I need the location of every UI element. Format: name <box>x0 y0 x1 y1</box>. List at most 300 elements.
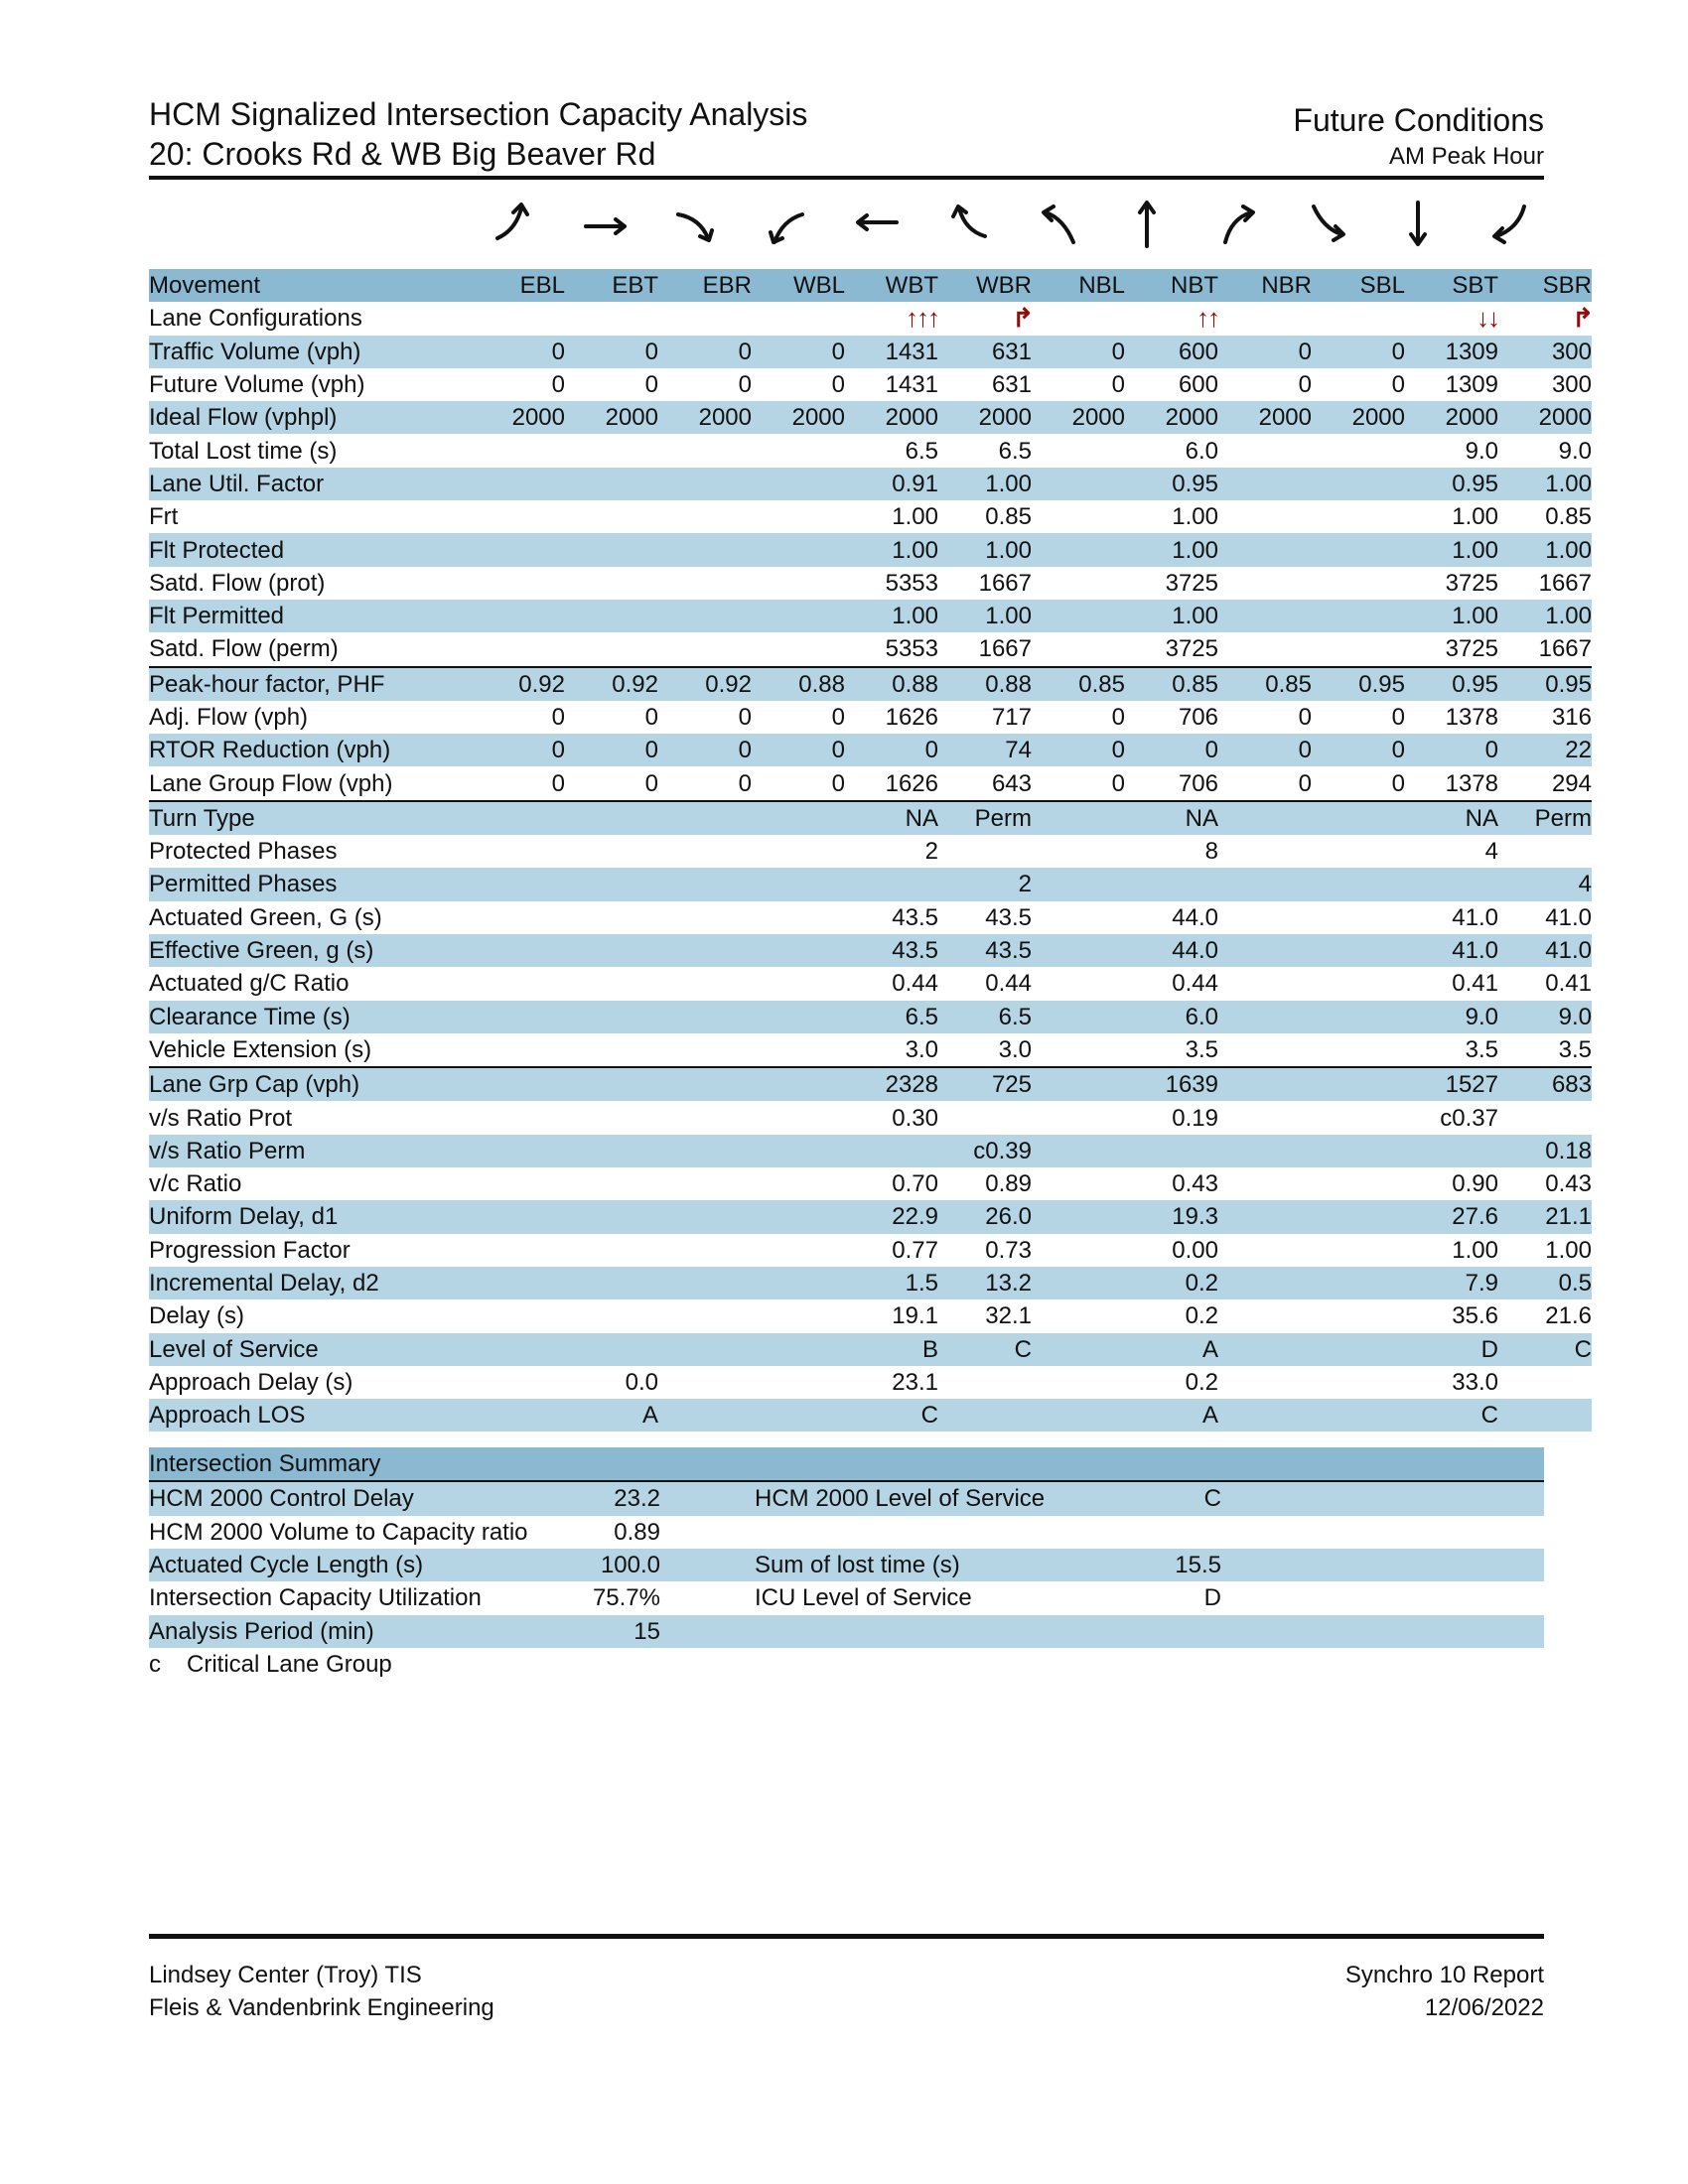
summary-value-2 <box>1152 1615 1221 1648</box>
table-cell <box>1218 801 1312 835</box>
table-cell <box>845 1135 938 1167</box>
table-cell: c0.39 <box>938 1135 1032 1167</box>
table-cell <box>1032 567 1125 600</box>
table-cell <box>752 1033 845 1067</box>
future-volume-vph-row <box>149 368 1592 401</box>
table-cell <box>1218 901 1312 934</box>
table-cell <box>658 868 752 900</box>
table-cell <box>1312 1033 1405 1067</box>
nbr-arrow-icon <box>1183 193 1273 257</box>
table-cell: 0 <box>1032 734 1125 766</box>
table-cell <box>1312 1267 1405 1299</box>
table-cell <box>472 632 565 666</box>
table-cell <box>472 967 565 1000</box>
row-label: Uniform Delay, d1 <box>149 1200 472 1233</box>
table-cell: 0 <box>565 336 658 368</box>
table-cell <box>1218 1033 1312 1067</box>
lane-config-cell <box>565 302 658 335</box>
table-cell <box>752 533 845 566</box>
table-cell <box>1312 468 1405 500</box>
table-cell <box>752 868 845 900</box>
table-cell: 1.00 <box>1125 533 1218 566</box>
table-cell: A <box>1125 1333 1218 1366</box>
table-cell <box>752 1299 845 1332</box>
table-cell <box>1312 901 1405 934</box>
table-cell <box>1218 500 1312 533</box>
critical-note <box>149 1648 1544 1681</box>
row-label: Incremental Delay, d2 <box>149 1267 472 1299</box>
table-cell <box>658 1234 752 1267</box>
table-cell: C <box>1405 1399 1498 1432</box>
table-cell: 0.95 <box>1405 468 1498 500</box>
table-cell: 27.6 <box>1405 1200 1498 1233</box>
ebr-arrow-icon <box>641 193 732 257</box>
table-cell: 2000 <box>1312 401 1405 434</box>
table-cell: 0.2 <box>1185 1368 1218 1396</box>
table-cell <box>472 1067 565 1101</box>
summary-label: Intersection Capacity Utilization <box>149 1584 482 1612</box>
uniform-delay-d1-row <box>149 1200 1592 1233</box>
table-cell <box>658 1101 752 1134</box>
summary-row <box>149 1549 1544 1581</box>
actuated-g-c-ratio-row <box>149 967 1592 1000</box>
table-cell <box>1032 1067 1125 1101</box>
table-cell: 3.5 <box>1185 1035 1218 1063</box>
table-cell <box>658 1167 752 1200</box>
table-cell <box>472 567 565 600</box>
table-cell <box>565 1067 658 1101</box>
table-cell <box>1218 1299 1312 1332</box>
table-cell: 0.77 <box>892 1236 938 1264</box>
report-footer <box>149 1934 1544 2024</box>
table-cell <box>938 1101 1032 1134</box>
table-cell: NA <box>845 801 938 835</box>
table-cell <box>1218 1333 1312 1366</box>
table-cell: 0 <box>1312 734 1405 766</box>
table-cell <box>1218 600 1312 632</box>
lane-group-flow-vph-row <box>149 766 1592 800</box>
row-label: Actuated g/C Ratio <box>149 970 350 998</box>
table-cell: 2000 <box>658 401 752 434</box>
table-cell: 43.5 <box>845 934 938 967</box>
table-cell <box>565 1101 658 1134</box>
table-cell <box>658 600 752 632</box>
table-cell <box>565 868 658 900</box>
table-cell: 19.3 <box>1125 1200 1218 1233</box>
effective-green-g-s-row <box>149 934 1592 967</box>
table-cell: 0.30 <box>892 1104 938 1132</box>
summary-row <box>149 1482 1544 1515</box>
table-cell <box>1218 1135 1312 1167</box>
table-cell: 0 <box>1298 371 1312 399</box>
table-cell <box>1032 1033 1125 1067</box>
table-cell: C <box>938 1333 1032 1366</box>
table-cell: 5353 <box>885 569 938 597</box>
table-cell: 0 <box>1111 704 1125 731</box>
table-cell: Perm <box>1498 801 1592 835</box>
table-cell: NA <box>1125 801 1218 835</box>
row-label: v/s Ratio Perm <box>149 1135 472 1167</box>
table-cell <box>472 835 565 868</box>
table-cell: 6.5 <box>845 1001 938 1033</box>
table-cell <box>1218 567 1312 600</box>
table-cell: 6.0 <box>1185 437 1218 465</box>
row-label: Traffic Volume (vph) <box>149 336 472 368</box>
table-cell <box>845 868 938 900</box>
table-cell: 0.90 <box>1452 1170 1498 1198</box>
table-cell: 1626 <box>885 769 938 797</box>
lane-config-row <box>149 302 1592 335</box>
table-cell: 1309 <box>1445 371 1498 399</box>
table-cell: 0 <box>551 704 565 731</box>
table-cell: 0.5 <box>1498 1267 1592 1299</box>
table-cell <box>565 1333 658 1366</box>
summary-label: Analysis Period (min) <box>149 1617 374 1645</box>
table-cell <box>472 468 565 500</box>
table-cell <box>1032 1366 1125 1399</box>
table-cell: 0.85 <box>1545 503 1592 531</box>
clearance-time-s-row <box>149 1001 1592 1033</box>
table-cell: 0.44 <box>985 970 1032 998</box>
table-cell: 1.00 <box>1405 533 1498 566</box>
table-cell: 7.9 <box>1405 1267 1498 1299</box>
table-cell <box>1032 1101 1125 1134</box>
table-cell <box>658 1333 752 1366</box>
table-cell <box>472 801 565 835</box>
peak-hour-factor-phf-row <box>149 667 1592 701</box>
summary-label-2 <box>755 1516 1152 1549</box>
table-cell <box>1312 1167 1405 1200</box>
table-cell <box>752 1234 845 1267</box>
table-cell <box>1218 1399 1312 1432</box>
table-cell <box>658 567 752 600</box>
table-cell: 0 <box>1218 336 1312 368</box>
table-cell: EBT <box>565 269 658 302</box>
table-cell <box>472 500 565 533</box>
table-cell <box>1032 468 1125 500</box>
table-cell <box>1312 600 1405 632</box>
table-cell: 0.0 <box>625 1368 658 1396</box>
table-cell <box>1218 468 1312 500</box>
sbl-arrow-icon <box>1273 193 1363 257</box>
sbr-arrow-icon <box>1454 193 1544 257</box>
table-cell: 0.73 <box>985 1236 1032 1264</box>
table-cell: 0 <box>831 371 845 399</box>
table-cell: EBL <box>472 269 565 302</box>
lane-config-cell: ↓↓ <box>1477 303 1498 334</box>
table-cell <box>1312 934 1405 967</box>
permitted-phases-row <box>149 868 1592 900</box>
table-cell <box>658 533 752 566</box>
lane-config-cell <box>472 302 565 335</box>
table-cell: 0.18 <box>1498 1135 1592 1167</box>
table-cell <box>658 434 752 467</box>
summary-label-2: ICU Level of Service <box>755 1584 972 1612</box>
table-cell <box>565 500 658 533</box>
table-cell: WBR <box>938 269 1032 302</box>
wbr-arrow-icon <box>913 193 1003 257</box>
table-cell: 0.19 <box>1172 1104 1218 1132</box>
rtor-reduction-vph-row <box>149 734 1592 766</box>
table-cell: 2000 <box>1218 401 1312 434</box>
table-cell: A <box>1125 1399 1218 1432</box>
table-cell: 1378 <box>1445 704 1498 731</box>
table-cell <box>1312 1200 1405 1233</box>
table-cell: 44.0 <box>1172 903 1218 931</box>
nbt-arrow-icon <box>1093 193 1184 257</box>
table-cell: 13.2 <box>938 1267 1032 1299</box>
row-label: Movement <box>149 269 472 302</box>
table-cell: 22 <box>1498 734 1592 766</box>
table-cell <box>565 967 658 1000</box>
row-label: RTOR Reduction (vph) <box>149 734 472 766</box>
critical-symbol: c <box>149 1650 161 1678</box>
sbt-arrow-icon <box>1363 193 1454 257</box>
row-label: Total Lost time (s) <box>149 437 338 465</box>
table-cell <box>472 1135 565 1167</box>
table-cell: 1431 <box>845 336 938 368</box>
table-cell: 9.0 <box>1465 437 1498 465</box>
vehicle-extension-s-row <box>149 1033 1592 1067</box>
scenario-title: Future Conditions <box>1293 102 1544 138</box>
table-cell <box>658 1135 752 1167</box>
table-cell: 0 <box>1391 371 1405 399</box>
table-cell: 26.0 <box>938 1200 1032 1233</box>
movement-icons-row <box>149 180 1544 269</box>
row-label: Lane Util. Factor <box>149 468 472 500</box>
table-cell: SBT <box>1405 269 1498 302</box>
table-cell <box>565 835 658 868</box>
table-cell <box>1218 1001 1312 1033</box>
table-cell: 0 <box>738 769 752 797</box>
table-cell <box>1032 1267 1125 1299</box>
table-cell <box>752 468 845 500</box>
table-cell: 43.5 <box>892 903 938 931</box>
table-cell: B <box>845 1333 938 1366</box>
table-cell <box>565 600 658 632</box>
table-cell: 4 <box>1498 868 1592 900</box>
table-cell: 0 <box>1298 769 1312 797</box>
table-cell: c0.37 <box>1440 1104 1498 1132</box>
table-cell: 1.00 <box>1125 600 1218 632</box>
table-cell: 43.5 <box>938 934 1032 967</box>
table-cell: 0 <box>644 704 658 731</box>
summary-row <box>149 1516 1544 1549</box>
critical-text: Critical Lane Group <box>187 1650 392 1678</box>
lane-config-cell <box>658 302 752 335</box>
table-cell: 3725 <box>1445 635 1498 663</box>
table-cell <box>565 1234 658 1267</box>
row-label: v/s Ratio Prot <box>149 1104 293 1132</box>
table-cell: 2000 <box>1498 401 1592 434</box>
table-cell <box>1218 632 1312 666</box>
row-label: Delay (s) <box>149 1302 245 1330</box>
table-cell <box>472 934 565 967</box>
table-cell: 725 <box>938 1067 1032 1101</box>
table-cell <box>1312 801 1405 835</box>
table-cell <box>472 1399 565 1432</box>
table-cell <box>565 1299 658 1332</box>
table-cell <box>1032 801 1125 835</box>
table-cell: 0 <box>738 704 752 731</box>
firm-name: Fleis & Vandenbrink Engineering <box>149 1994 494 2021</box>
table-cell: 717 <box>991 704 1032 731</box>
table-cell <box>1032 835 1125 868</box>
table-cell: 1.00 <box>938 533 1032 566</box>
table-cell: NBL <box>1032 269 1125 302</box>
table-cell <box>1498 1399 1592 1432</box>
v-s-ratio-prot-row <box>149 1101 1592 1134</box>
table-cell: NBR <box>1218 269 1312 302</box>
protected-phases-row <box>149 835 1592 868</box>
table-cell <box>752 500 845 533</box>
row-label: Adj. Flow (vph) <box>149 704 309 731</box>
table-cell: 0.41 <box>1452 970 1498 998</box>
table-cell: 2000 <box>565 401 658 434</box>
table-cell: 0 <box>738 371 752 399</box>
summary-row <box>149 1581 1544 1614</box>
table-cell: 0 <box>831 769 845 797</box>
table-cell: 6.5 <box>905 437 938 465</box>
table-cell <box>565 533 658 566</box>
table-cell: 0.95 <box>1498 667 1592 701</box>
table-cell: WBT <box>845 269 938 302</box>
table-cell <box>1405 868 1498 900</box>
table-cell <box>658 500 752 533</box>
table-cell <box>1032 1001 1125 1033</box>
table-cell: 1.5 <box>845 1267 938 1299</box>
table-cell <box>1218 835 1312 868</box>
row-label: Vehicle Extension (s) <box>149 1035 372 1063</box>
table-cell: 294 <box>1551 769 1592 797</box>
table-cell <box>472 1167 565 1200</box>
table-cell <box>752 1200 845 1233</box>
delay-s-row <box>149 1299 1592 1332</box>
table-cell: Perm <box>938 801 1032 835</box>
table-cell <box>1218 434 1312 467</box>
lane-config-cell <box>1032 302 1125 335</box>
report-header <box>149 94 1544 174</box>
table-cell: 6.0 <box>1125 1001 1218 1033</box>
table-cell: 643 <box>991 769 1032 797</box>
table-cell <box>1218 967 1312 1000</box>
summary-value-2 <box>1152 1516 1221 1549</box>
table-cell <box>565 1167 658 1200</box>
lane-config-cell: ↑↑ <box>1196 303 1218 334</box>
table-cell <box>565 801 658 835</box>
table-cell <box>1312 868 1405 900</box>
table-cell: 0 <box>658 336 752 368</box>
table-cell <box>1032 1399 1125 1432</box>
table-cell <box>658 1366 752 1399</box>
table-cell <box>472 1267 565 1299</box>
table-cell <box>1218 1167 1312 1200</box>
table-cell: 683 <box>1498 1067 1592 1101</box>
table-cell: 1.00 <box>1452 503 1498 531</box>
table-cell <box>1312 500 1405 533</box>
table-cell <box>472 533 565 566</box>
table-cell: 0 <box>1391 769 1405 797</box>
table-cell: 0.95 <box>1405 667 1498 701</box>
table-cell <box>658 1399 752 1432</box>
table-cell: 0 <box>551 769 565 797</box>
summary-label-2: Sum of lost time (s) <box>755 1551 960 1578</box>
adj-flow-vph-row <box>149 701 1592 734</box>
table-cell: 0.2 <box>1185 1302 1218 1330</box>
table-cell: EBR <box>658 269 752 302</box>
table-cell: 0 <box>472 336 565 368</box>
traffic-volume-vph-row <box>149 336 1592 368</box>
summary-label-2: HCM 2000 Level of Service <box>755 1485 1046 1513</box>
table-cell <box>565 901 658 934</box>
table-cell <box>1405 1135 1498 1167</box>
table-cell <box>658 901 752 934</box>
table-cell: 1.00 <box>1452 1236 1498 1264</box>
wbt-arrow-icon <box>822 193 913 257</box>
table-cell: 1626 <box>885 704 938 731</box>
table-cell <box>752 1267 845 1299</box>
table-cell <box>1312 835 1405 868</box>
table-cell <box>1312 434 1405 467</box>
row-label: Approach LOS <box>149 1399 472 1432</box>
summary-heading: Intersection Summary <box>149 1447 1544 1482</box>
table-cell: 0.88 <box>752 667 845 701</box>
table-cell <box>1312 533 1405 566</box>
table-cell: 2000 <box>1405 401 1498 434</box>
table-cell: 33.0 <box>1452 1368 1498 1396</box>
table-cell <box>472 1299 565 1332</box>
table-cell <box>1312 1135 1405 1167</box>
table-cell <box>1032 967 1125 1000</box>
table-cell: 600 <box>1178 371 1218 399</box>
satd-flow-perm-row <box>149 632 1592 666</box>
actuated-green-g-s-row <box>149 901 1592 934</box>
table-cell <box>1312 632 1405 666</box>
summary-value-2: C <box>1203 1485 1221 1513</box>
table-cell: 44.0 <box>1125 934 1218 967</box>
table-cell: 9.0 <box>1558 437 1592 465</box>
table-cell <box>1032 1234 1125 1267</box>
table-cell <box>1218 1366 1312 1399</box>
table-cell: 0 <box>752 734 845 766</box>
table-cell: 9.0 <box>1498 1001 1592 1033</box>
table-cell <box>658 1200 752 1233</box>
table-cell: 3725 <box>1445 569 1498 597</box>
table-cell <box>752 567 845 600</box>
table-cell: 2 <box>924 838 938 866</box>
table-cell <box>472 1366 565 1399</box>
table-cell <box>1312 1001 1405 1033</box>
table-cell: 3725 <box>1165 569 1218 597</box>
table-cell <box>1312 1366 1405 1399</box>
table-cell: 1667 <box>978 569 1032 597</box>
table-cell: 0 <box>644 769 658 797</box>
table-cell <box>565 1001 658 1033</box>
incremental-delay-d2-row <box>149 1267 1592 1299</box>
table-cell <box>752 1333 845 1366</box>
table-cell <box>752 1067 845 1101</box>
summary-value: 0.89 <box>614 1518 660 1546</box>
table-cell: NA <box>1405 801 1498 835</box>
footer-rule <box>149 1934 1544 1939</box>
project-name: Lindsey Center (Troy) TIS <box>149 1962 422 1988</box>
table-cell <box>472 1234 565 1267</box>
table-cell <box>658 632 752 666</box>
table-cell: 23.1 <box>892 1368 938 1396</box>
table-cell: 0 <box>551 371 565 399</box>
table-cell <box>752 801 845 835</box>
table-cell <box>658 1067 752 1101</box>
